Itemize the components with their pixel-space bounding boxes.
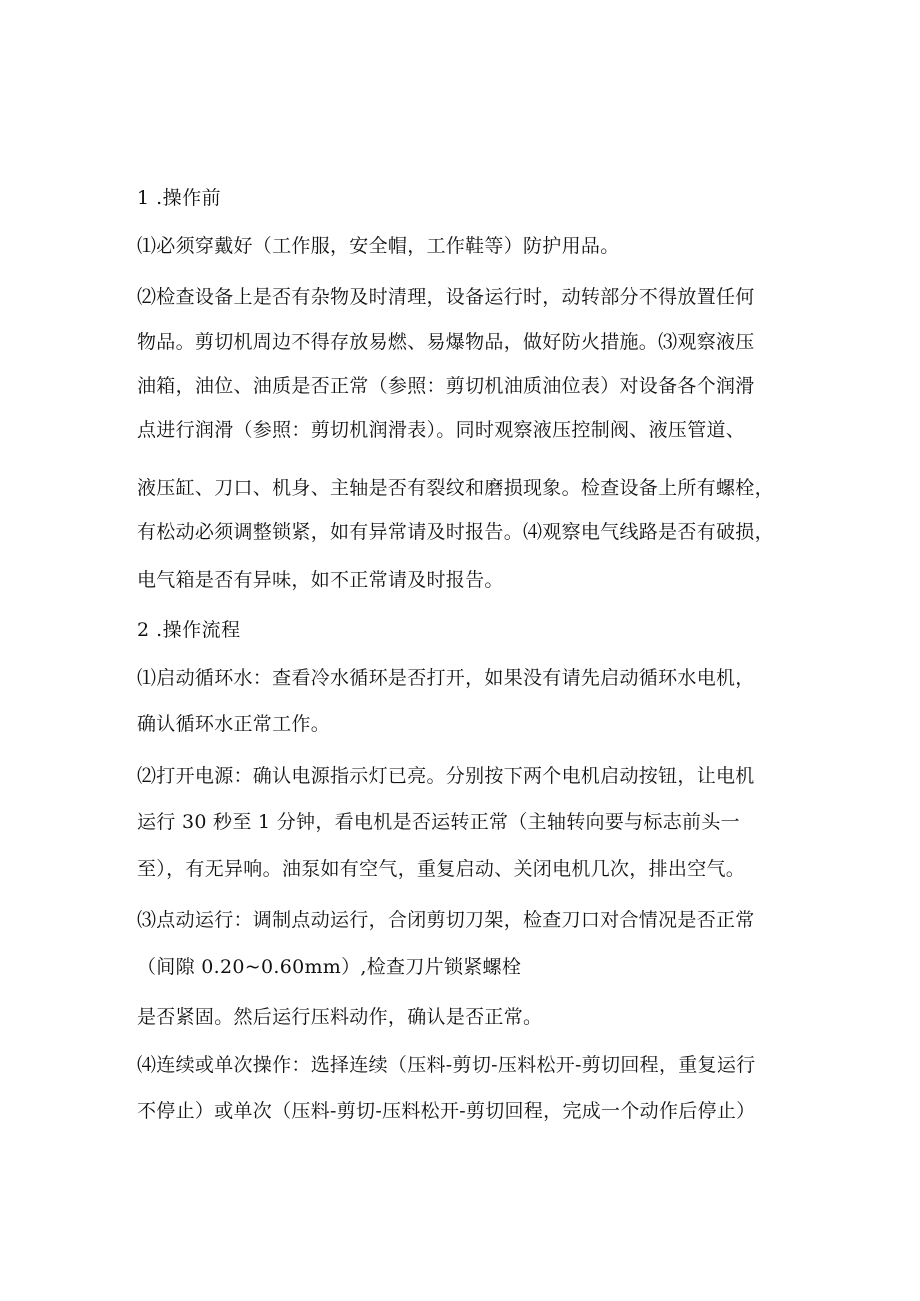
paragraph-line: 确认循环水正常工作。 [137, 713, 331, 735]
paragraph-line: 至），有无异响。油泵如有空气，重复启动、关闭电机几次，排出空气。 [137, 858, 746, 880]
section-heading-2: 2 .操作流程 [137, 619, 241, 641]
paragraph-line: 运行 30 秒至 1 分钟，看电机是否运转正常（主轴转向要与标志前头一 [137, 811, 740, 833]
paragraph-line: ⑴必须穿戴好（工作服，安全帽，工作鞋等）防护用品。 [137, 235, 620, 257]
paragraph-line: （间隙 0.20~0.60mm）,检查刀片锁紧螺栓 [137, 956, 522, 978]
paragraph-line: 物品。剪切机周边不得存放易燃、易爆物品，做好防火措施。⑶观察液压 [137, 331, 755, 353]
paragraph-line: 油箱，油位、油质是否正常（参照：剪切机油质油位表）对设备各个润滑 [137, 375, 755, 397]
paragraph-line: 是否紧固。然后运行压料动作，确认是否正常。 [137, 1006, 543, 1028]
paragraph-line: 点进行润滑（参照：剪切机润滑表）。同时观察液压控制阀、液压管道、 [137, 419, 746, 441]
paragraph-line: ⑵检查设备上是否有杂物及时清理，设备运行时，动转部分不得放置任何 [137, 286, 755, 308]
paragraph-line: ⑷连续或单次操作：选择连续（压料-剪切-压料松开-剪切回程，重复运行 [137, 1054, 756, 1076]
paragraph-line: ⑶点动运行：调制点动运行，合闭剪切刀架，检查刀口对合情况是否正常 [137, 909, 755, 931]
paragraph-line: 电气箱是否有异味，如不正常请及时报告。 [137, 569, 504, 591]
paragraph-line: 液压缸、刀口、机身、主轴是否有裂纹和磨损现象。检查设备上所有螺栓， [137, 477, 774, 499]
section-heading-1: 1 .操作前 [137, 187, 222, 209]
paragraph-line: 有松动必须调整锁紧，如有异常请及时报告。⑷观察电气线路是否有破损， [137, 521, 774, 543]
paragraph-line: ⑵打开电源：确认电源指示灯已亮。分别按下两个电机启动按钮，让电机 [137, 765, 755, 787]
paragraph-line: 不停止）或单次（压料-剪切-压料松开-剪切回程，完成一个动作后停止） [137, 1100, 756, 1122]
paragraph-line: ⑴启动循环水：查看冷水循环是否打开，如果没有请先启动循环水电机， [137, 667, 755, 689]
